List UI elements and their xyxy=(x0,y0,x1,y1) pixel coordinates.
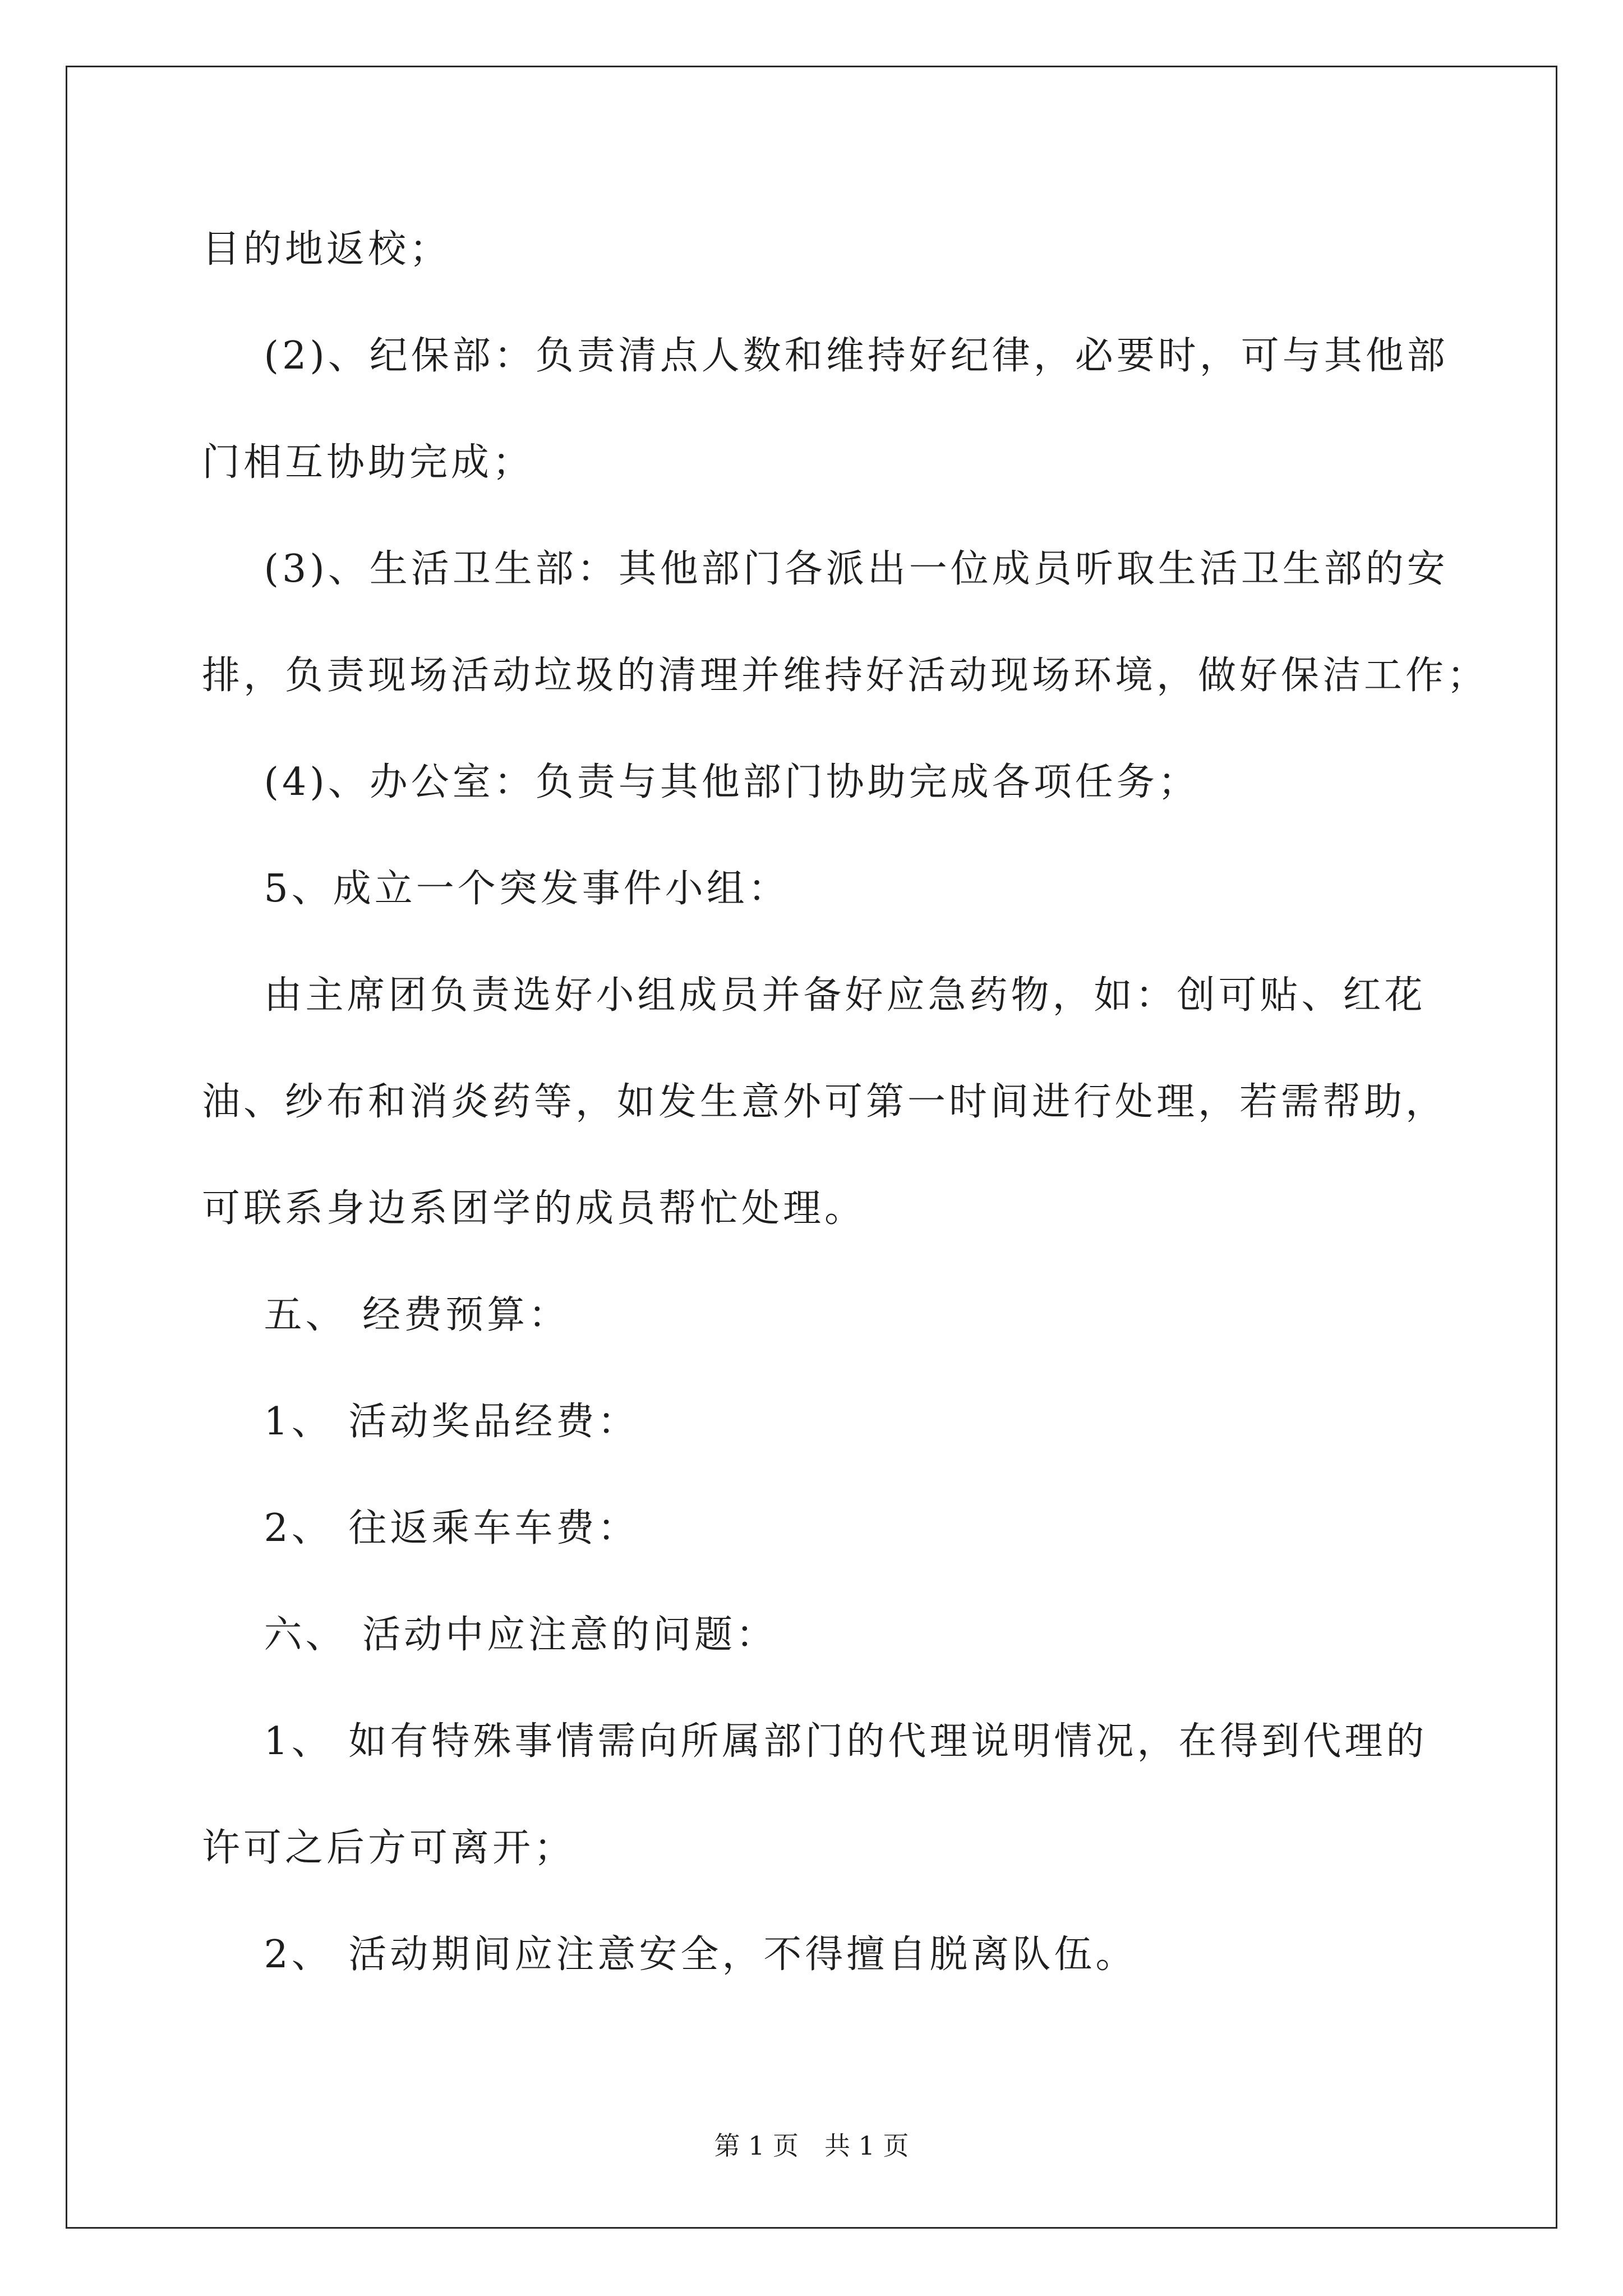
text-line: 排，负责现场活动垃圾的清理并维持好活动现场环境，做好保洁工作； xyxy=(202,654,1489,698)
text-line: 5、成立一个突发事件小组： xyxy=(202,867,790,911)
text-line: 许可之后方可离开； xyxy=(202,1826,576,1870)
text-line: 1、 活动奖品经费： xyxy=(202,1400,639,1444)
text-line: 门相互协助完成； xyxy=(202,440,534,485)
text-line: 油、纱布和消炎药等，如发生意外可第一时间进行处理，若需帮助， xyxy=(202,1080,1447,1124)
text-line: 目的地返校； xyxy=(202,227,451,272)
text-line: (4)、办公室：负责与其他部门协助完成各项任务； xyxy=(202,760,1200,804)
page-footer: 第 1 页 共 1 页 xyxy=(714,2131,909,2161)
text-line: (3)、生活卫生部：其他部门各派出一位成员听取生活卫生部的安 xyxy=(202,547,1449,591)
text-line: 2、 往返乘车车费： xyxy=(202,1506,639,1550)
text-line: 1、 如有特殊事情需向所属部门的代理说明情况，在得到代理的 xyxy=(202,1719,1428,1764)
text-line: 五、 经费预算： xyxy=(202,1293,570,1337)
text-line: (2)、纪保部：负责清点人数和维持好纪律，必要时，可与其他部 xyxy=(202,334,1449,378)
text-line: 六、 活动中应注意的问题： xyxy=(202,1613,778,1657)
text-line: 可联系身边系团学的成员帮忙处理。 xyxy=(202,1186,866,1231)
text-line: 由主席团负责选好小组成员并备好应急药物，如：创可贴、红花 xyxy=(202,973,1426,1018)
text-line: 2、 活动期间应注意安全，不得擅自脱离队伍。 xyxy=(202,1932,1137,1977)
document-body xyxy=(202,213,1489,2025)
